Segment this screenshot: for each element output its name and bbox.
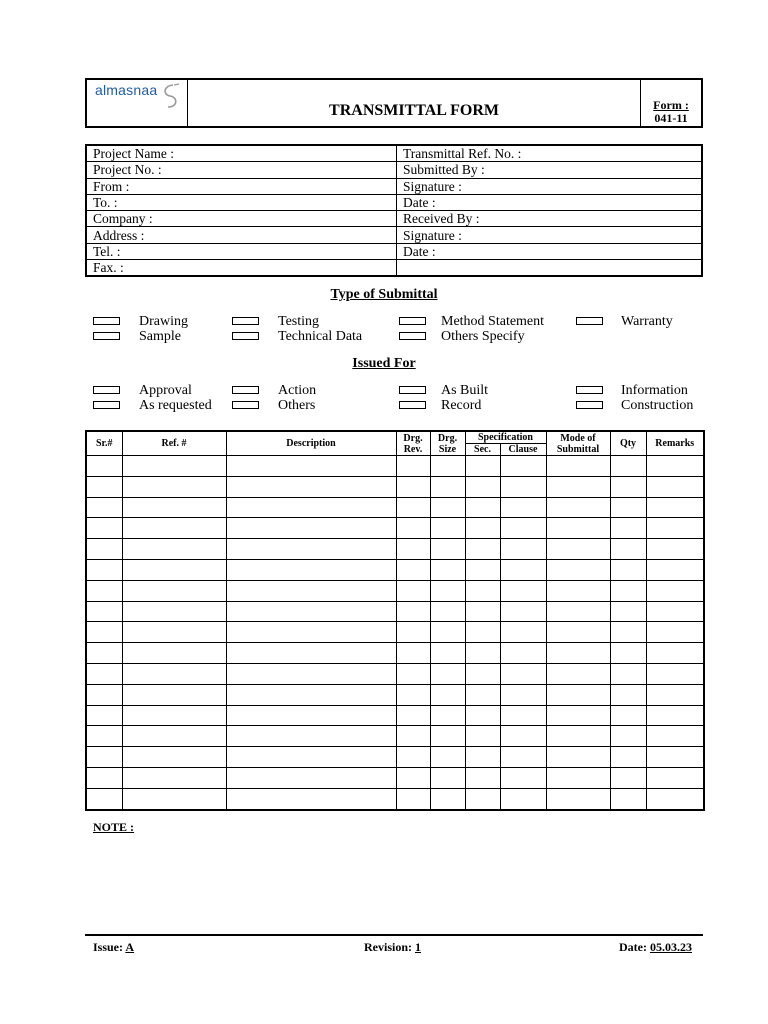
table-row [86, 747, 704, 768]
project-name-field[interactable]: Project Name : [86, 145, 397, 162]
qty-cell[interactable] [610, 684, 646, 705]
ref-cell[interactable] [122, 788, 226, 809]
sec-cell[interactable] [465, 663, 500, 684]
table-row [86, 643, 704, 664]
mode-cell[interactable] [546, 497, 610, 518]
clause-cell[interactable] [500, 580, 546, 601]
sec-cell[interactable] [465, 788, 500, 809]
tel-field[interactable]: Tel. : [86, 243, 397, 259]
info-row [86, 162, 702, 178]
sr-cell[interactable] [86, 726, 122, 747]
ref-cell[interactable] [122, 559, 226, 580]
date-info [619, 940, 692, 955]
info-row [86, 211, 702, 227]
sr-cell[interactable] [86, 476, 122, 497]
table-row [86, 559, 704, 580]
clause-cell[interactable] [500, 497, 546, 518]
clause-cell[interactable] [500, 684, 546, 705]
approval-checkbox[interactable] [93, 386, 120, 394]
description-cell[interactable] [226, 663, 396, 684]
drg-rev-cell[interactable] [396, 726, 430, 747]
table-row [86, 518, 704, 539]
logo-swirl-icon [159, 82, 181, 110]
clause-cell[interactable] [500, 663, 546, 684]
table-row [86, 726, 704, 747]
mode-cell[interactable] [546, 456, 610, 477]
drg-rev-cell[interactable] [396, 684, 430, 705]
clause-cell[interactable] [500, 518, 546, 539]
from-field[interactable]: From : [86, 178, 397, 194]
drg-rev-cell[interactable] [396, 705, 430, 726]
to-field[interactable]: To. : [86, 194, 397, 210]
as-requested-label: As requested [139, 398, 212, 413]
qty-cell[interactable] [610, 622, 646, 643]
table-row [86, 539, 704, 560]
mode-cell[interactable] [546, 559, 610, 580]
remarks-cell[interactable] [646, 726, 704, 747]
description-cell[interactable] [226, 705, 396, 726]
qty-cell[interactable] [610, 788, 646, 809]
ref-cell[interactable] [122, 580, 226, 601]
description-cell[interactable] [226, 747, 396, 768]
others-checkbox[interactable] [232, 401, 259, 409]
drg-rev-cell[interactable] [396, 601, 430, 622]
drg-size-header: Drg. Size [430, 431, 465, 456]
submittal-type-title: Type of Submittal [330, 287, 438, 302]
sec-cell[interactable] [465, 559, 500, 580]
date-label: Date: [619, 940, 647, 954]
remarks-cell[interactable] [646, 663, 704, 684]
ref-cell[interactable] [122, 497, 226, 518]
warranty-label: Warranty [621, 314, 673, 329]
sample-checkbox[interactable] [93, 332, 120, 340]
table-row [86, 788, 704, 809]
table-row [86, 663, 704, 684]
sec-cell[interactable] [465, 643, 500, 664]
remarks-cell[interactable] [646, 705, 704, 726]
mode-header: Mode of Submittal [546, 431, 610, 456]
description-cell[interactable] [226, 456, 396, 477]
drg-rev-cell[interactable] [396, 518, 430, 539]
issue-label: Issue: [93, 940, 124, 954]
project-info-table [85, 144, 703, 277]
mode-cell[interactable] [546, 788, 610, 809]
clause-cell[interactable] [500, 643, 546, 664]
ref-cell[interactable] [122, 747, 226, 768]
mode-cell[interactable] [546, 663, 610, 684]
drg-rev-cell[interactable] [396, 622, 430, 643]
remarks-cell[interactable] [646, 518, 704, 539]
remarks-cell[interactable] [646, 747, 704, 768]
others-specify-label: Others Specify [441, 329, 525, 344]
mode-cell[interactable] [546, 518, 610, 539]
description-cell[interactable] [226, 726, 396, 747]
form-number-cell [640, 80, 701, 126]
remarks-cell[interactable] [646, 788, 704, 809]
sr-cell[interactable] [86, 684, 122, 705]
mode-cell[interactable] [546, 726, 610, 747]
table-row [86, 767, 704, 788]
project-no-field[interactable]: Project No. : [86, 162, 397, 178]
description-cell[interactable] [226, 539, 396, 560]
items-table-body [86, 456, 704, 810]
remarks-header: Remarks [646, 431, 704, 456]
clause-cell[interactable] [500, 788, 546, 809]
empty-field [397, 260, 703, 277]
clause-header: Clause [500, 444, 546, 456]
info-row [86, 227, 702, 243]
remarks-cell[interactable] [646, 622, 704, 643]
company-logo [87, 80, 188, 126]
address-field[interactable]: Address : [86, 227, 397, 243]
mode-cell[interactable] [546, 601, 610, 622]
mode-cell[interactable] [546, 643, 610, 664]
description-cell[interactable] [226, 684, 396, 705]
ref-cell[interactable] [122, 539, 226, 560]
description-cell[interactable] [226, 476, 396, 497]
table-row [86, 476, 704, 497]
info-row [86, 194, 702, 210]
sec-cell[interactable] [465, 705, 500, 726]
signature-field[interactable]: Signature : [397, 178, 703, 194]
clause-cell[interactable] [500, 767, 546, 788]
drg-rev-cell[interactable] [396, 539, 430, 560]
sec-cell[interactable] [465, 476, 500, 497]
sec-header: Sec. [465, 444, 500, 456]
drg-size-cell[interactable] [430, 518, 465, 539]
drg-rev-header: Drg. Rev. [396, 431, 430, 456]
sec-cell[interactable] [465, 747, 500, 768]
drg-rev-cell[interactable] [396, 476, 430, 497]
information-label: Information [621, 383, 688, 398]
date-field-2[interactable]: Date : [397, 243, 703, 259]
clause-cell[interactable] [500, 622, 546, 643]
sec-cell[interactable] [465, 518, 500, 539]
ref-cell[interactable] [122, 663, 226, 684]
description-cell[interactable] [226, 559, 396, 580]
drg-rev-cell[interactable] [396, 643, 430, 664]
ref-cell[interactable] [122, 518, 226, 539]
sr-cell[interactable] [86, 788, 122, 809]
description-cell[interactable] [226, 788, 396, 809]
clause-cell[interactable] [500, 539, 546, 560]
drg-size-cell[interactable] [430, 705, 465, 726]
drg-size-cell[interactable] [430, 580, 465, 601]
ref-cell[interactable] [122, 456, 226, 477]
date-value: 05.03.23 [649, 940, 692, 954]
sr-cell[interactable] [86, 456, 122, 477]
mode-cell[interactable] [546, 767, 610, 788]
sec-cell[interactable] [465, 497, 500, 518]
clause-cell[interactable] [500, 601, 546, 622]
description-cell[interactable] [226, 601, 396, 622]
testing-checkbox[interactable] [232, 317, 259, 325]
as-requested-checkbox[interactable] [93, 401, 120, 409]
drg-size-cell[interactable] [430, 476, 465, 497]
qty-cell[interactable] [610, 559, 646, 580]
record-checkbox[interactable] [399, 401, 426, 409]
remarks-cell[interactable] [646, 476, 704, 497]
drg-size-cell[interactable] [430, 456, 465, 477]
qty-cell[interactable] [610, 726, 646, 747]
remarks-cell[interactable] [646, 559, 704, 580]
footer-divider [85, 934, 703, 936]
clause-cell[interactable] [500, 476, 546, 497]
table-row [86, 497, 704, 518]
sec-cell[interactable] [465, 622, 500, 643]
description-cell[interactable] [226, 622, 396, 643]
table-row [86, 456, 704, 477]
form-title: TRANSMITTAL FORM [329, 102, 499, 119]
mode-cell[interactable] [546, 747, 610, 768]
form-label: Form : [653, 98, 689, 112]
revision-info [364, 940, 421, 955]
clause-cell[interactable] [500, 726, 546, 747]
issued-for-title: Issued For [352, 356, 416, 371]
sr-cell[interactable] [86, 767, 122, 788]
information-checkbox[interactable] [576, 386, 603, 394]
drg-size-cell[interactable] [430, 643, 465, 664]
technical-data-checkbox[interactable] [232, 332, 259, 340]
description-cell[interactable] [226, 767, 396, 788]
qty-cell[interactable] [610, 643, 646, 664]
table-row [86, 684, 704, 705]
description-cell[interactable] [226, 643, 396, 664]
sec-cell[interactable] [465, 601, 500, 622]
info-row [86, 178, 702, 194]
clause-cell[interactable] [500, 705, 546, 726]
mode-cell[interactable] [546, 705, 610, 726]
mode-cell[interactable] [546, 539, 610, 560]
info-row [86, 243, 702, 259]
remarks-cell[interactable] [646, 580, 704, 601]
drg-size-cell[interactable] [430, 601, 465, 622]
form-number: 041-11 [654, 111, 688, 125]
issue-value: A [125, 940, 135, 954]
info-row [86, 260, 702, 277]
date-field[interactable]: Date : [397, 194, 703, 210]
remarks-cell[interactable] [646, 539, 704, 560]
ref-cell[interactable] [122, 622, 226, 643]
qty-cell[interactable] [610, 476, 646, 497]
technical-data-label: Technical Data [278, 329, 363, 344]
table-row [86, 601, 704, 622]
remarks-cell[interactable] [646, 456, 704, 477]
clause-cell[interactable] [500, 456, 546, 477]
received-by-field[interactable]: Received By : [397, 211, 703, 227]
ref-header: Ref. # [122, 431, 226, 456]
sec-cell[interactable] [465, 684, 500, 705]
qty-cell[interactable] [610, 747, 646, 768]
remarks-cell[interactable] [646, 767, 704, 788]
qty-header: Qty [610, 431, 646, 456]
sr-cell[interactable] [86, 622, 122, 643]
method-statement-label: Method Statement [441, 314, 545, 329]
revision-value: 1 [415, 940, 421, 954]
qty-cell[interactable] [610, 539, 646, 560]
revision-label: Revision: [364, 940, 412, 954]
warranty-checkbox[interactable] [576, 317, 603, 325]
ref-cell[interactable] [122, 767, 226, 788]
transmittal-ref-field[interactable]: Transmittal Ref. No. : [397, 145, 703, 162]
logo-text: almasnaa [95, 82, 158, 98]
table-row [86, 580, 704, 601]
description-header: Description [226, 431, 396, 456]
table-row [86, 705, 704, 726]
mode-cell[interactable] [546, 580, 610, 601]
submitted-by-field[interactable]: Submitted By : [397, 162, 703, 178]
remarks-cell[interactable] [646, 643, 704, 664]
sec-cell[interactable] [465, 726, 500, 747]
drg-rev-cell[interactable] [396, 559, 430, 580]
sr-cell[interactable] [86, 705, 122, 726]
record-label: Record [441, 398, 482, 413]
sr-cell[interactable] [86, 539, 122, 560]
ref-cell[interactable] [122, 726, 226, 747]
issue-info [93, 940, 134, 955]
mode-cell[interactable] [546, 622, 610, 643]
drg-size-cell[interactable] [430, 539, 465, 560]
ref-cell[interactable] [122, 476, 226, 497]
sample-label: Sample [139, 329, 181, 344]
qty-cell[interactable] [610, 518, 646, 539]
drg-rev-cell[interactable] [396, 663, 430, 684]
drg-size-cell[interactable] [430, 663, 465, 684]
qty-cell[interactable] [610, 456, 646, 477]
qty-cell[interactable] [610, 497, 646, 518]
description-cell[interactable] [226, 497, 396, 518]
sr-cell[interactable] [86, 747, 122, 768]
sec-cell[interactable] [465, 767, 500, 788]
construction-label: Construction [621, 398, 694, 413]
note-label: NOTE : [93, 820, 135, 834]
sr-cell[interactable] [86, 601, 122, 622]
sr-cell[interactable] [86, 580, 122, 601]
drg-rev-cell[interactable] [396, 788, 430, 809]
as-built-label: As Built [441, 383, 489, 398]
qty-cell[interactable] [610, 663, 646, 684]
fax-field[interactable]: Fax. : [86, 260, 397, 277]
drg-size-cell[interactable] [430, 684, 465, 705]
testing-label: Testing [278, 314, 320, 329]
form-header [85, 78, 703, 128]
ref-cell[interactable] [122, 684, 226, 705]
drg-size-cell[interactable] [430, 497, 465, 518]
drg-rev-cell[interactable] [396, 456, 430, 477]
others-specify-checkbox[interactable] [399, 332, 426, 340]
mode-cell[interactable] [546, 684, 610, 705]
approval-label: Approval [139, 383, 192, 398]
drg-rev-cell[interactable] [396, 767, 430, 788]
sec-cell[interactable] [465, 539, 500, 560]
clause-cell[interactable] [500, 747, 546, 768]
sr-cell[interactable] [86, 663, 122, 684]
action-checkbox[interactable] [232, 386, 259, 394]
drg-rev-cell[interactable] [396, 497, 430, 518]
construction-checkbox[interactable] [576, 401, 603, 409]
sr-header: Sr.# [86, 431, 122, 456]
qty-cell[interactable] [610, 767, 646, 788]
sec-cell[interactable] [465, 580, 500, 601]
info-row [86, 145, 702, 162]
company-field[interactable]: Company : [86, 211, 397, 227]
remarks-cell[interactable] [646, 497, 704, 518]
qty-cell[interactable] [610, 580, 646, 601]
mode-cell[interactable] [546, 476, 610, 497]
others-label: Others [278, 398, 316, 413]
ref-cell[interactable] [122, 601, 226, 622]
remarks-cell[interactable] [646, 684, 704, 705]
sec-cell[interactable] [465, 456, 500, 477]
drg-size-cell[interactable] [430, 559, 465, 580]
drawing-label: Drawing [139, 314, 188, 329]
drg-size-cell[interactable] [430, 622, 465, 643]
ref-cell[interactable] [122, 643, 226, 664]
signature-field-2[interactable]: Signature : [397, 227, 703, 243]
drawing-checkbox[interactable] [93, 317, 120, 325]
drg-rev-cell[interactable] [396, 580, 430, 601]
specification-header: Specification [465, 431, 546, 444]
drg-size-cell[interactable] [430, 767, 465, 788]
drg-size-cell[interactable] [430, 726, 465, 747]
drg-rev-cell[interactable] [396, 747, 430, 768]
clause-cell[interactable] [500, 559, 546, 580]
qty-cell[interactable] [610, 705, 646, 726]
drg-size-cell[interactable] [430, 747, 465, 768]
table-row [86, 622, 704, 643]
description-cell[interactable] [226, 518, 396, 539]
method-statement-checkbox[interactable] [399, 317, 426, 325]
as-built-checkbox[interactable] [399, 386, 426, 394]
sr-cell[interactable] [86, 559, 122, 580]
sr-cell[interactable] [86, 643, 122, 664]
remarks-cell[interactable] [646, 601, 704, 622]
qty-cell[interactable] [610, 601, 646, 622]
drg-size-cell[interactable] [430, 788, 465, 809]
ref-cell[interactable] [122, 705, 226, 726]
sr-cell[interactable] [86, 497, 122, 518]
transmittal-items-table [85, 430, 705, 811]
action-label: Action [278, 383, 317, 398]
sr-cell[interactable] [86, 518, 122, 539]
description-cell[interactable] [226, 580, 396, 601]
